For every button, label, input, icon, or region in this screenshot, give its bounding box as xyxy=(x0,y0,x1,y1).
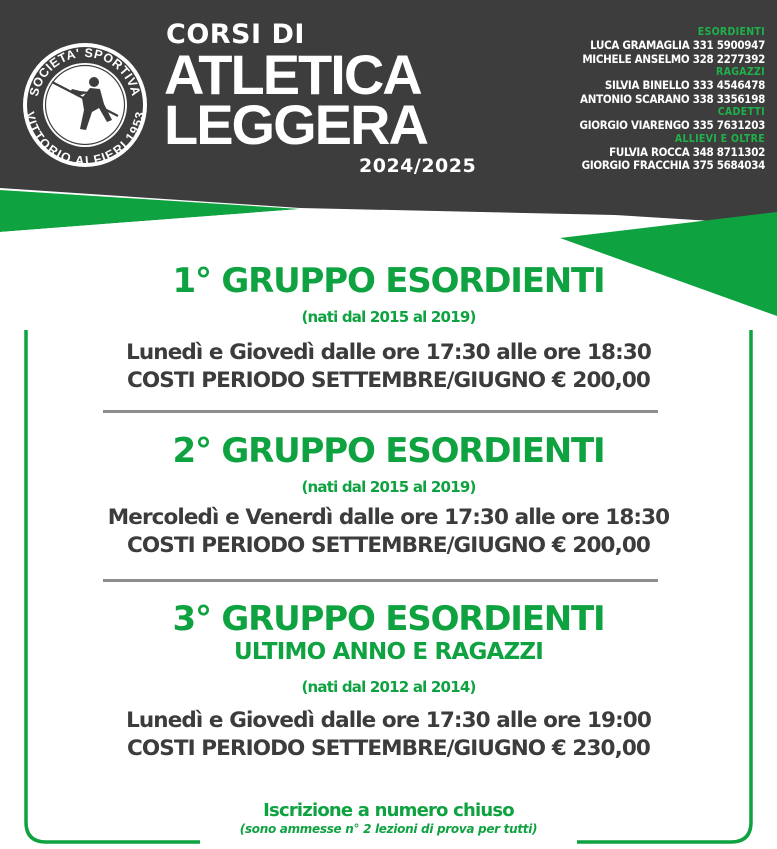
group-2-born: (nati dal 2015 al 2019) xyxy=(301,478,476,496)
season-label: 2024/2025 xyxy=(359,155,477,177)
logo-ring-text xyxy=(20,40,150,170)
contact-person: GIORGIO VIARENGO 335 7631203 xyxy=(579,118,765,132)
footer-note xyxy=(0,800,777,837)
registration-note: Iscrizione a numero chiuso xyxy=(263,800,514,821)
group-3-subtitle: ULTIMO ANNO E RAGAZZI xyxy=(233,639,544,665)
trial-lessons-note: (sono ammesse n° 2 lezioni di prova per tutti) xyxy=(239,822,538,836)
divider xyxy=(103,410,658,413)
green-frame xyxy=(26,330,751,842)
group-3-born: (nati dal 2012 al 2014) xyxy=(301,678,476,696)
contacts-list xyxy=(485,26,765,173)
contact-category: ALLIEVI E OLTRE xyxy=(674,132,765,145)
svg-text:SOCIETA' SPORTIVA: SOCIETA' SPORTIVA xyxy=(26,45,144,98)
group-3-schedule: Lunedì e Giovedì dalle ore 17:30 alle ore 19:00 xyxy=(126,708,651,733)
page-title xyxy=(164,19,484,177)
contact-person: FULVIA ROCCA 348 8711302 xyxy=(609,144,765,159)
contact-person: MICHELE ANSELMO 328 2277392 xyxy=(582,51,765,66)
title-line-3: LEGGERA xyxy=(164,93,427,156)
group-3-title: 3° GRUPPO ESORDIENTI xyxy=(172,599,605,639)
contact-person: GIORGIO FRACCHIA 375 5684034 xyxy=(581,158,765,172)
contact-person: SILVIA BINELLO 333 4546478 xyxy=(604,78,765,92)
group-2-title: 2° GRUPPO ESORDIENTI xyxy=(172,431,605,471)
group-1-born: (nati dal 2015 al 2019) xyxy=(301,308,476,326)
contact-category: ESORDIENTI xyxy=(697,26,765,38)
contact-category: RAGAZZI xyxy=(716,66,765,78)
contact-category: CADETTI xyxy=(717,106,765,118)
group-1-title: 1° GRUPPO ESORDIENTI xyxy=(172,261,605,301)
group-3-cost: COSTI PERIODO SETTEMBRE/GIUGNO € 230,00 xyxy=(127,736,650,761)
contact-person: LUCA GRAMAGLIA 331 5900947 xyxy=(590,38,765,52)
group-2-cost: COSTI PERIODO SETTEMBRE/GIUGNO € 200,00 xyxy=(127,533,650,558)
title-line-1: CORSI DI xyxy=(166,19,305,50)
contact-person: ANTONIO SCARANO 338 3356198 xyxy=(580,91,765,106)
svg-text:VITTORIO ALFIERI 1953: VITTORIO ALFIERI 1953 xyxy=(22,110,148,168)
group-3 xyxy=(0,600,777,761)
title-line-2: ATLETICA xyxy=(164,43,421,106)
divider xyxy=(103,579,658,582)
group-2-schedule: Mercoledì e Venerdì dalle ore 17:30 alle ore 18:30 xyxy=(107,505,670,530)
group-1-cost: COSTI PERIODO SETTEMBRE/GIUGNO € 200,00 xyxy=(127,368,650,393)
group-1 xyxy=(0,262,777,393)
group-2 xyxy=(0,432,777,558)
group-1-schedule: Lunedì e Giovedì dalle ore 17:30 alle ore 18:30 xyxy=(126,340,651,365)
